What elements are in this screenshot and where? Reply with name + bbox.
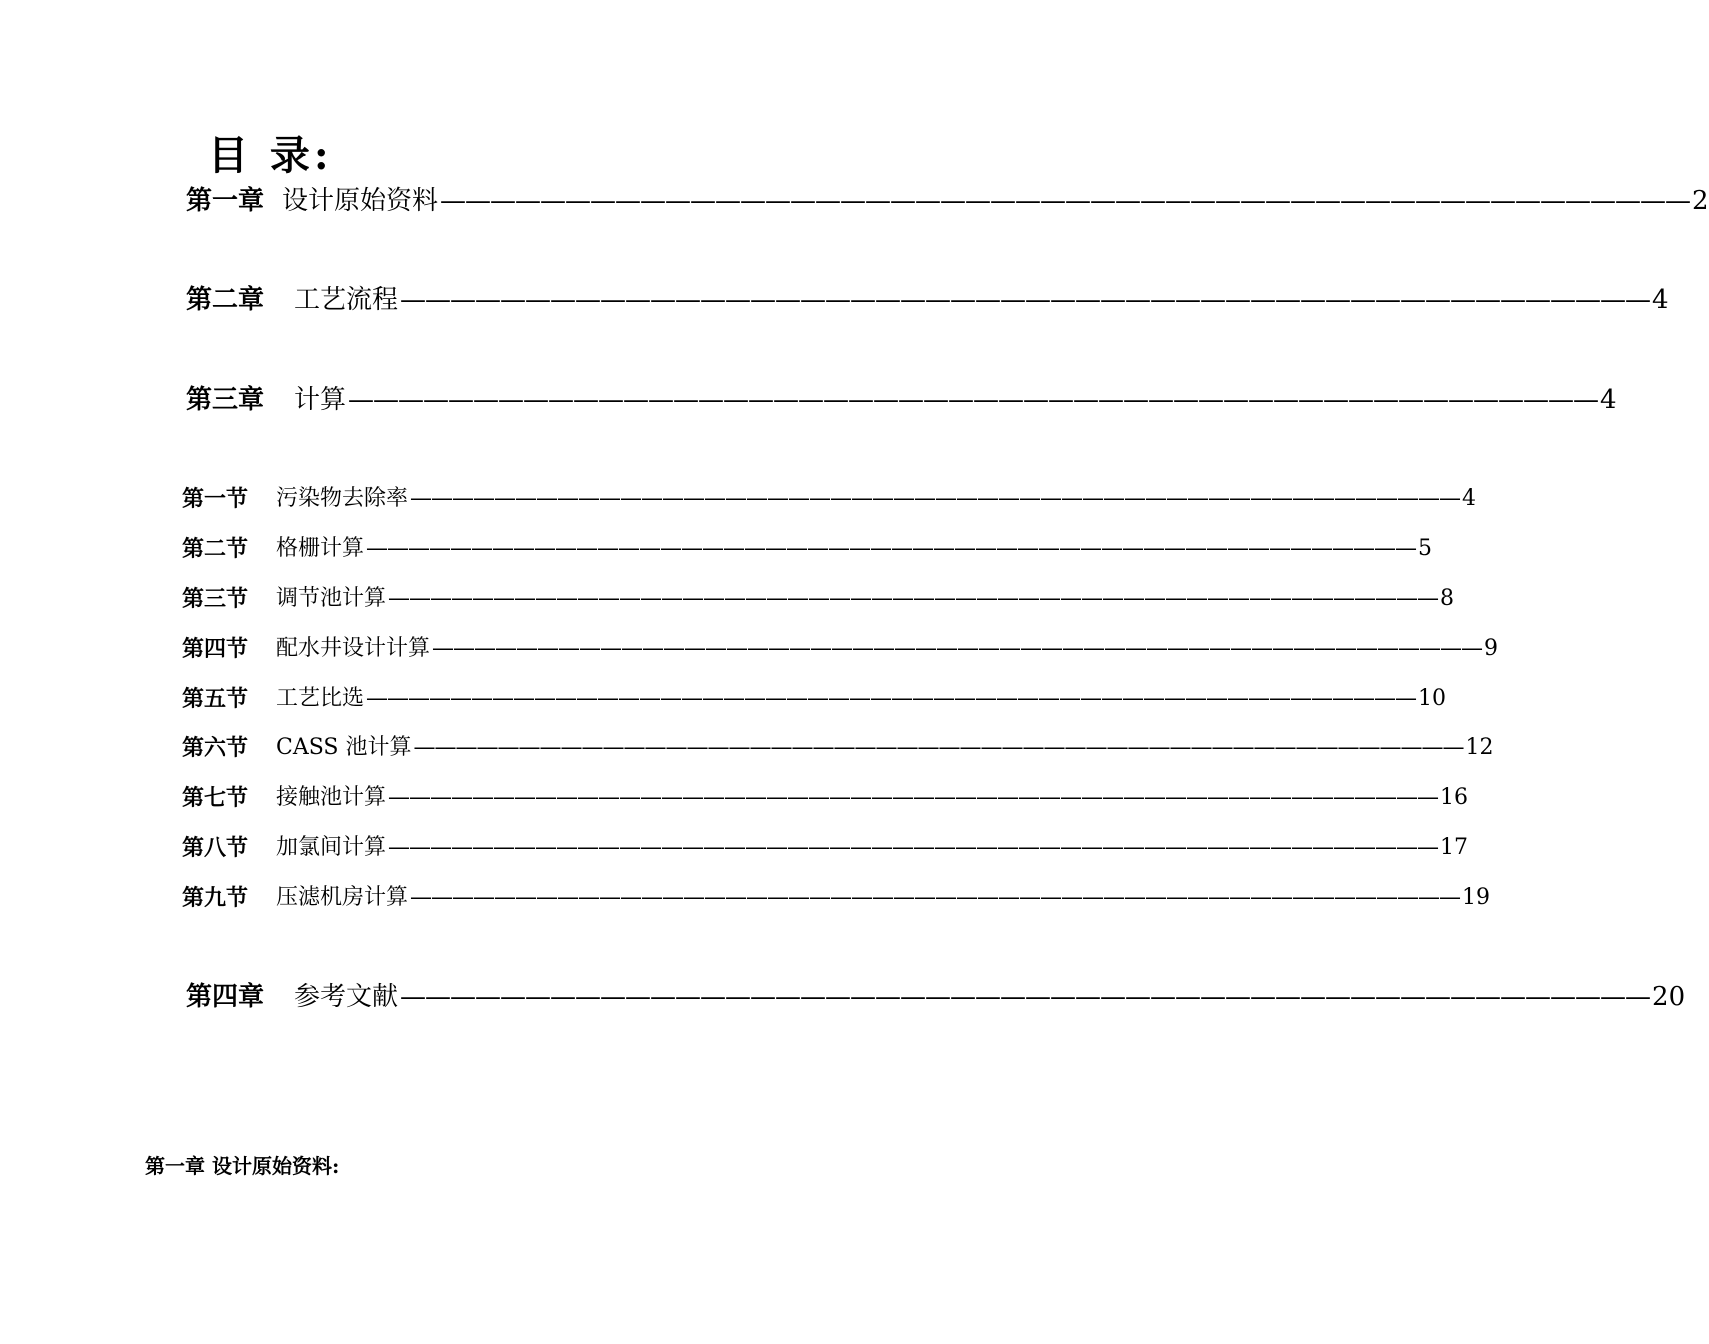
toc-page-number: 16 xyxy=(1440,785,1469,810)
toc-leader-dashes: —————————————————————————————————————————————————— xyxy=(413,735,1464,760)
toc-section-6[interactable] xyxy=(182,733,1494,761)
toc-section-number: 第八节 xyxy=(182,835,249,861)
toc-page-number: 4 xyxy=(1652,285,1669,315)
toc-section-1[interactable] xyxy=(182,484,1477,512)
toc-section-title: 接触池计算 xyxy=(276,785,387,810)
toc-chapter-number: 第一章 xyxy=(186,186,265,216)
toc-leader-dashes: —————————————————————————————————————————————————— xyxy=(388,835,1439,860)
toc-page-number: 4 xyxy=(1600,385,1617,415)
toc-leader-dashes: —————————————————————————————————————————————————— xyxy=(400,285,1651,315)
toc-leader-dashes: —————————————————————————————————————————————————— xyxy=(388,586,1439,611)
toc-section-number: 第三节 xyxy=(182,586,249,612)
toc-leader-dashes: —————————————————————————————————————————————————— xyxy=(366,536,1417,561)
chapter-heading: 第一章 设计原始资料: xyxy=(145,1154,340,1178)
toc-page-number: 19 xyxy=(1462,885,1491,910)
toc-leader-dashes: —————————————————————————————————————————————————— xyxy=(410,885,1461,910)
toc-chapter-1[interactable] xyxy=(186,184,1709,216)
toc-section-number: 第六节 xyxy=(182,735,249,761)
toc-section-title: 调节池计算 xyxy=(276,586,387,611)
toc-section-number: 第五节 xyxy=(182,686,249,712)
toc-leader-dashes: —————————————————————————————————————————————————— xyxy=(348,385,1599,415)
toc-chapter-title: 参考文献 xyxy=(294,982,399,1012)
toc-page-number: 8 xyxy=(1440,586,1455,611)
toc-chapter-4[interactable] xyxy=(186,980,1686,1012)
toc-chapter-3[interactable] xyxy=(186,383,1617,415)
toc-chapter-title: 设计原始资料 xyxy=(282,186,439,216)
toc-leader-dashes: —————————————————————————————————————————————————— xyxy=(432,636,1483,661)
toc-page-number: 2 xyxy=(1692,186,1709,216)
toc-leader-dashes: —————————————————————————————————————————————————— xyxy=(400,982,1651,1012)
toc-section-9[interactable] xyxy=(182,883,1491,911)
toc-section-number: 第一节 xyxy=(182,486,249,512)
toc-section-title: 压滤机房计算 xyxy=(276,885,409,910)
toc-chapter-2[interactable] xyxy=(186,283,1669,315)
toc-chapter-title: 计算 xyxy=(294,385,347,415)
toc-section-title: CASS 池计算 xyxy=(276,735,412,760)
toc-section-3[interactable] xyxy=(182,584,1455,612)
toc-page-number: 12 xyxy=(1465,735,1494,760)
toc-section-5[interactable] xyxy=(182,684,1447,712)
toc-page-number: 5 xyxy=(1418,536,1433,561)
toc-section-7[interactable] xyxy=(182,783,1469,811)
toc-leader-dashes: —————————————————————————————————————————————————— xyxy=(366,686,1417,711)
toc-title: 目 录: xyxy=(208,132,333,179)
toc-section-title: 配水井设计计算 xyxy=(276,636,431,661)
toc-section-number: 第七节 xyxy=(182,785,249,811)
toc-chapter-number: 第三章 xyxy=(186,385,265,415)
toc-section-title: 格栅计算 xyxy=(276,536,365,561)
toc-page-number: 4 xyxy=(1462,486,1477,511)
toc-chapter-number: 第四章 xyxy=(186,982,265,1012)
toc-section-8[interactable] xyxy=(182,833,1469,861)
toc-chapter-number: 第二章 xyxy=(186,285,265,315)
toc-section-number: 第二节 xyxy=(182,536,249,562)
toc-leader-dashes: —————————————————————————————————————————————————— xyxy=(440,186,1691,216)
toc-leader-dashes: —————————————————————————————————————————————————— xyxy=(410,486,1461,511)
toc-section-4[interactable] xyxy=(182,634,1499,662)
toc-page-number: 10 xyxy=(1418,686,1447,711)
toc-section-title: 工艺比选 xyxy=(276,686,365,711)
toc-page-number: 20 xyxy=(1652,982,1686,1012)
toc-page-number: 9 xyxy=(1484,636,1499,661)
toc-leader-dashes: —————————————————————————————————————————————————— xyxy=(388,785,1439,810)
toc-section-title: 污染物去除率 xyxy=(276,486,409,511)
toc-section-title: 加氯间计算 xyxy=(276,835,387,860)
toc-chapter-title: 工艺流程 xyxy=(294,285,399,315)
toc-section-number: 第九节 xyxy=(182,885,249,911)
toc-page-number: 17 xyxy=(1440,835,1469,860)
toc-section-2[interactable] xyxy=(182,534,1433,562)
toc-section-number: 第四节 xyxy=(182,636,249,662)
